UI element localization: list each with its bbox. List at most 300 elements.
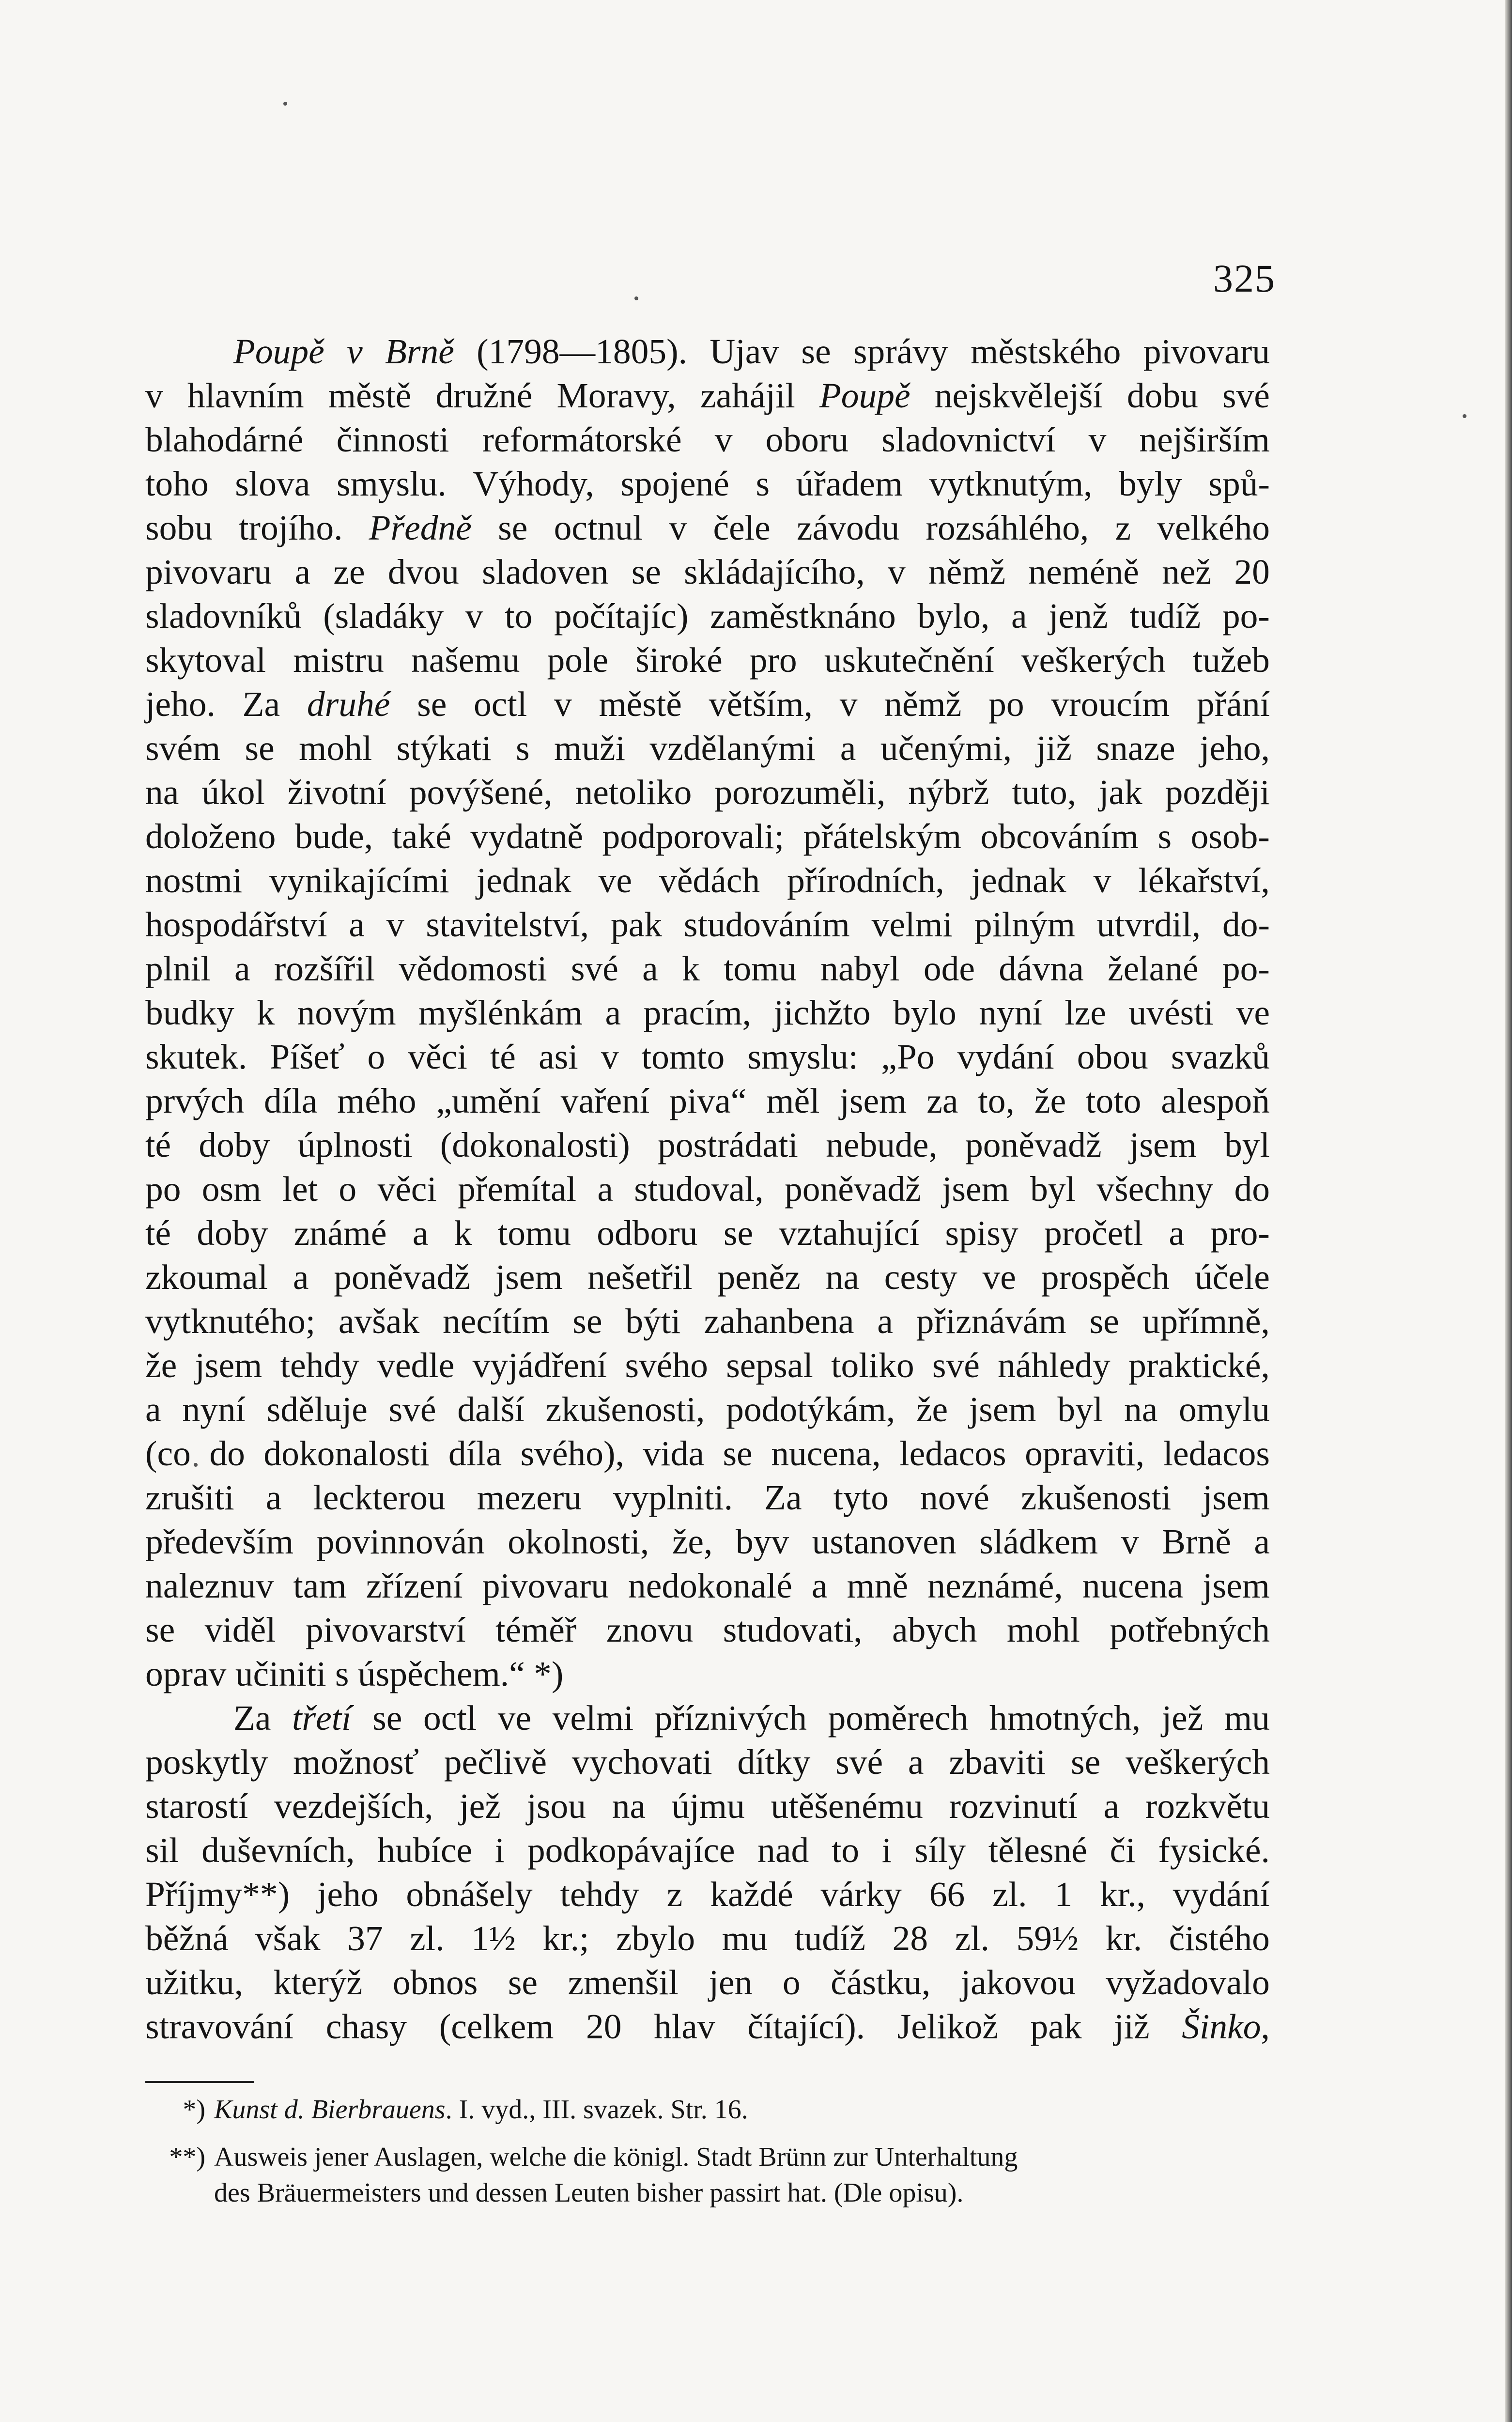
word: zkoumal — [145, 1258, 268, 1297]
word: nostmi — [145, 861, 243, 900]
word: zaměstknáno — [710, 596, 896, 636]
word: plnil — [145, 949, 211, 988]
word: a — [1169, 1213, 1185, 1253]
word: doby — [199, 1125, 270, 1164]
word: smyslu. — [337, 464, 447, 503]
word: a — [642, 949, 658, 988]
word: dokonalosti — [263, 1434, 430, 1473]
word: rozšířil — [274, 949, 375, 988]
word: ledacos — [899, 1434, 1006, 1473]
word: znovu — [606, 1610, 694, 1649]
word: nešetřil — [587, 1258, 693, 1297]
word: městě — [599, 684, 682, 724]
word: doby — [197, 1213, 268, 1253]
word: své — [1222, 376, 1270, 415]
text-line — [145, 1564, 1270, 1608]
word: „Po — [881, 1037, 935, 1076]
word: stavitelství, — [426, 905, 589, 944]
word: byl — [1030, 1169, 1076, 1209]
word: opraviti, — [1025, 1434, 1145, 1473]
word: především — [145, 1522, 294, 1561]
text-line — [145, 1608, 1270, 1652]
word: díla — [264, 1081, 318, 1120]
word: jsem — [495, 1258, 563, 1297]
word: vydání — [957, 1037, 1054, 1076]
word: nedokonalé — [628, 1566, 792, 1605]
speck — [634, 296, 638, 300]
word: i — [494, 1831, 505, 1870]
word: síly — [914, 1831, 966, 1870]
word: a — [908, 1742, 924, 1782]
word: se — [498, 508, 528, 547]
page-number: 325 — [1213, 256, 1276, 300]
word: podkopávajíce — [527, 1831, 735, 1870]
word: možnosť — [293, 1742, 419, 1782]
word: fysické. — [1158, 1831, 1270, 1870]
text-line — [145, 1872, 1270, 1916]
word: svého), — [520, 1434, 624, 1473]
word: vychovati — [571, 1742, 712, 1782]
word: obou — [1077, 1037, 1148, 1076]
word: poněvadž — [334, 1258, 470, 1297]
text-line — [145, 2004, 1270, 2049]
word: v — [1121, 1522, 1139, 1561]
word: piva“ — [669, 1081, 747, 1120]
word: vztahující — [779, 1213, 920, 1253]
word: přiznávám — [916, 1302, 1066, 1341]
word: sladovníků — [145, 596, 302, 636]
word: díla — [448, 1434, 502, 1473]
word: octnul — [554, 508, 643, 547]
word: (co — [145, 1434, 191, 1473]
word: učenými, — [880, 729, 1012, 768]
word: přírodních, — [787, 861, 944, 900]
word: byv — [735, 1522, 789, 1561]
word: k — [681, 949, 700, 988]
word: novým — [297, 993, 396, 1032]
word: osm — [201, 1169, 262, 1209]
word: tehdy — [560, 1875, 639, 1914]
word: příznivých — [654, 1698, 807, 1738]
word: rozvinutí — [949, 1786, 1078, 1826]
word: v — [465, 596, 483, 636]
word: na — [145, 773, 179, 812]
word: té — [490, 1037, 516, 1076]
word: veškerých — [1126, 1742, 1270, 1782]
word: široké — [635, 640, 723, 680]
word: vida — [643, 1434, 704, 1473]
word: toho — [145, 464, 209, 503]
word: svazků — [1171, 1037, 1270, 1076]
word: ve — [598, 861, 632, 900]
footnote-line: Ausweis jener Auslagen, welche die königl. Stadt Brünn zur Unterhaltung — [214, 2142, 1018, 2172]
word: a — [877, 1302, 893, 1341]
word: sděluje — [266, 1390, 368, 1429]
word: (celkem — [439, 2007, 554, 2046]
word: 1½ — [471, 1919, 516, 1958]
word: vytknutého; — [145, 1302, 316, 1341]
text-line — [145, 418, 1270, 462]
word: zl. — [955, 1919, 989, 1958]
word: hlav — [654, 2007, 715, 2046]
word: velmi — [871, 905, 953, 944]
text-line — [145, 1740, 1270, 1784]
word: i — [881, 1831, 892, 1870]
word: slova — [235, 464, 310, 503]
word: duševních, — [201, 1831, 355, 1870]
speck — [283, 102, 287, 106]
word: jsou — [526, 1786, 586, 1826]
word: obcováním — [980, 817, 1139, 856]
word: vroucím — [1051, 684, 1170, 724]
word: Šinko, — [1182, 2007, 1270, 2046]
word: blahodárné — [145, 420, 304, 459]
word: se — [508, 1963, 538, 2002]
text-line — [145, 1652, 1270, 1696]
word: té — [145, 1213, 171, 1253]
word: potřebných — [1110, 1610, 1270, 1649]
word: však — [255, 1919, 321, 1958]
text-line — [145, 991, 1270, 1035]
word: pro- — [1210, 1213, 1270, 1253]
word: várky — [820, 1875, 902, 1914]
word: rozsáhlého, — [926, 508, 1089, 547]
word: chasy — [325, 2007, 407, 2046]
word: okolnosti, — [508, 1522, 649, 1561]
word: pivovaru — [145, 552, 272, 591]
word: třetí — [292, 1698, 352, 1738]
word: se — [145, 1610, 175, 1649]
word: a — [234, 949, 250, 988]
word: byly — [1119, 464, 1182, 503]
word: nyní — [979, 993, 1042, 1032]
word: kr. — [1105, 1919, 1142, 1958]
footnote-mark: **) — [169, 2142, 205, 2172]
word: 20 — [1234, 552, 1270, 591]
word: velkého — [1157, 508, 1270, 547]
footnotes — [145, 2092, 1270, 2211]
word: Předně — [369, 508, 472, 547]
word: tuto, — [1012, 773, 1077, 812]
word: 59½ — [1016, 1919, 1079, 1958]
word: osob- — [1190, 817, 1270, 856]
word: jeho — [317, 1875, 379, 1914]
text-line — [145, 373, 1270, 418]
word: se — [372, 1698, 402, 1738]
word: jak — [1099, 773, 1142, 812]
word: tudíž — [794, 1919, 866, 1958]
word: jichžto — [773, 993, 871, 1032]
word: snaze — [1096, 729, 1175, 768]
speck — [1463, 414, 1466, 418]
word: po- — [1222, 596, 1270, 636]
word: tomto — [641, 1037, 725, 1076]
word: uskutečnění — [824, 640, 994, 680]
word: čítající). — [747, 2007, 865, 2046]
word: jednak — [476, 861, 571, 900]
word: stýkati — [396, 729, 492, 768]
word: v — [669, 508, 687, 547]
word: že — [916, 1390, 948, 1429]
word: svém — [145, 729, 221, 768]
word: čistého — [1169, 1919, 1270, 1958]
word: Za — [233, 1698, 271, 1738]
word: městě — [328, 376, 412, 415]
word: zbylo — [616, 1919, 695, 1958]
word: mohl — [1006, 1610, 1080, 1649]
word: Poupě — [233, 332, 324, 371]
word: 1 — [1054, 1875, 1073, 1914]
word: své — [835, 1742, 883, 1782]
word: byl — [1057, 1390, 1103, 1429]
word: pilným — [974, 905, 1076, 944]
word: to — [831, 1831, 860, 1870]
text-line — [145, 770, 1270, 814]
word: to, — [978, 1081, 1015, 1120]
text-line — [145, 1784, 1270, 1828]
word: rozkvětu — [1145, 1786, 1270, 1826]
text-line — [145, 858, 1270, 902]
word: 37 — [347, 1919, 383, 1958]
word: všechny — [1096, 1169, 1214, 1209]
word: starostí — [145, 1786, 248, 1826]
word: z — [666, 1875, 683, 1914]
word: a — [1254, 1522, 1270, 1561]
word: se — [723, 1434, 753, 1473]
word: o — [339, 1169, 357, 1209]
word: leckterou — [313, 1478, 446, 1517]
word: po — [988, 684, 1024, 724]
word: nýbrž — [908, 773, 989, 812]
word: v — [1088, 420, 1107, 459]
word: neméně — [1028, 552, 1139, 591]
word: sladovnictví — [881, 420, 1056, 459]
word: nejširším — [1139, 420, 1270, 459]
word: na — [1124, 1390, 1158, 1429]
word: spojené — [620, 464, 729, 503]
word: toliko — [831, 1346, 914, 1385]
word: obnos — [392, 1963, 478, 2002]
word: vezdejších, — [274, 1786, 433, 1826]
word: v — [554, 684, 572, 724]
word: to — [505, 596, 533, 636]
word: činnosti — [336, 420, 449, 459]
word: vydání — [1173, 1875, 1270, 1914]
word: té — [145, 1125, 171, 1164]
word: a — [265, 1478, 282, 1517]
word: podotýkám, — [726, 1390, 895, 1429]
word: že, — [672, 1522, 713, 1561]
word: přátelským — [803, 817, 962, 856]
word: 66 — [929, 1875, 965, 1914]
word: náhledy — [998, 1346, 1111, 1385]
word: asi — [539, 1037, 578, 1076]
word: a — [1011, 596, 1027, 636]
word: pivovaru — [482, 1566, 609, 1605]
word: tudíž — [1129, 596, 1201, 636]
word: němž — [928, 552, 1006, 591]
word: pak — [610, 905, 663, 944]
word: se — [1071, 1742, 1101, 1782]
word: trojího. — [239, 508, 343, 547]
word: zrušiti — [145, 1478, 234, 1517]
word: již — [1036, 729, 1072, 768]
word: ledacos — [1163, 1434, 1270, 1473]
word: tam — [293, 1566, 347, 1605]
word: pole — [547, 640, 609, 680]
word: pracím, — [643, 993, 752, 1032]
word: Brně — [1161, 1522, 1231, 1561]
text-line — [145, 506, 1270, 550]
text-line — [145, 1828, 1270, 1872]
word: také — [392, 817, 451, 856]
word: porozuměli, — [714, 773, 886, 812]
word: vynikajícími — [269, 861, 449, 900]
word: zahájil — [700, 376, 795, 415]
word: ve — [497, 1698, 532, 1738]
text-line — [145, 947, 1270, 991]
word: měl — [766, 1081, 820, 1120]
text-line — [145, 1035, 1270, 1079]
word: Brně — [385, 332, 454, 371]
word: 28 — [892, 1919, 928, 1958]
word: Moravy, — [556, 376, 676, 415]
word: tužeb — [1192, 640, 1270, 680]
word: a — [294, 552, 311, 591]
text-line — [145, 1387, 1270, 1431]
word: vyjádření — [472, 1346, 607, 1385]
text-line — [145, 594, 1270, 638]
word: netoliko — [575, 773, 692, 812]
word: přemítal — [458, 1169, 577, 1209]
word: Ujav — [710, 332, 779, 371]
word: mistru — [293, 640, 384, 680]
word: reformátorské — [482, 420, 682, 459]
word: vyplniti. — [613, 1478, 733, 1517]
word: na — [825, 1258, 859, 1297]
word: toto — [1086, 1081, 1142, 1120]
word: nucena, — [771, 1434, 881, 1473]
word: uvésti — [1128, 993, 1214, 1032]
text-line — [145, 1696, 1270, 1740]
word: spů- — [1208, 464, 1270, 503]
word: Za — [242, 684, 280, 724]
word: jež — [1161, 1698, 1203, 1738]
word: zl. — [410, 1919, 445, 1958]
word: tomu — [723, 949, 797, 988]
text-line — [145, 1167, 1270, 1211]
word: mého — [337, 1081, 417, 1120]
word: pro — [749, 640, 797, 680]
word: (dokonalosti) — [440, 1125, 630, 1164]
word: vydatně — [470, 817, 584, 856]
word: ze — [333, 552, 365, 591]
word: kterýž — [273, 1963, 363, 2002]
word: sepsal — [726, 1346, 813, 1385]
word: Výhody, — [473, 464, 594, 503]
word: úkol — [201, 773, 265, 812]
word: úplnosti — [297, 1125, 413, 1164]
word: vytknutým, — [929, 464, 1093, 503]
word: správy — [853, 332, 948, 371]
word: ve — [1236, 993, 1270, 1032]
text-line — [145, 1431, 1270, 1475]
word: vedle — [377, 1346, 455, 1385]
text-line — [145, 1079, 1270, 1123]
word: než — [1162, 552, 1212, 591]
word: doloženo — [145, 817, 276, 856]
word: již — [1114, 2007, 1150, 2046]
word: cesty — [884, 1258, 957, 1297]
word: jeho. — [145, 684, 216, 724]
word: pečlivě — [444, 1742, 547, 1782]
word: své — [932, 1346, 980, 1385]
word: našemu — [411, 640, 520, 680]
word: ustanoven — [812, 1522, 957, 1561]
word: neznámé, — [927, 1566, 1063, 1605]
word: 20 — [586, 2007, 622, 2046]
word: jakovou — [960, 1963, 1076, 2002]
word: naleznuv — [145, 1566, 274, 1605]
text-line — [145, 1299, 1270, 1343]
word: na — [612, 1786, 646, 1826]
word: družné — [435, 376, 533, 415]
word: dobu — [1126, 376, 1198, 415]
word: vzdělanými — [649, 729, 816, 768]
word: a — [1103, 1786, 1120, 1826]
word: městského — [971, 332, 1121, 371]
footnote — [145, 2139, 1270, 2211]
word: smyslu: — [747, 1037, 859, 1076]
footnote-rule — [145, 2081, 254, 2083]
word: své — [571, 949, 618, 988]
word: zkušenosti — [1020, 1478, 1172, 1517]
word: nad — [757, 1831, 809, 1870]
word: zkušenosti, — [545, 1390, 705, 1429]
word: omylu — [1179, 1390, 1270, 1429]
text-line — [145, 814, 1270, 858]
word: se — [631, 552, 661, 591]
word: počítajíc) — [554, 596, 689, 636]
word: upřímně, — [1142, 1302, 1270, 1341]
word: a — [145, 1390, 161, 1429]
word: po — [145, 1169, 181, 1209]
word: mezeru — [477, 1478, 582, 1517]
word: vědách — [659, 861, 760, 900]
word: a — [597, 1169, 613, 1209]
word: v — [1093, 861, 1111, 900]
word: v — [601, 1037, 619, 1076]
word: zl. — [992, 1875, 1027, 1914]
word: jsem — [969, 1390, 1036, 1429]
word: skládajícího, — [684, 552, 865, 591]
word: jsem — [1203, 1566, 1270, 1605]
word: nyní — [182, 1390, 246, 1429]
word: s — [516, 729, 530, 768]
word: mu — [1224, 1698, 1270, 1738]
word: své — [388, 1390, 436, 1429]
word: mně — [847, 1566, 909, 1605]
word: hospodářství — [145, 905, 327, 944]
word: v — [386, 905, 404, 944]
word: praktické, — [1128, 1346, 1270, 1385]
word: užitku, — [145, 1963, 244, 2002]
word: se — [417, 684, 447, 724]
word: lze — [1065, 993, 1107, 1032]
word: byl — [1224, 1125, 1270, 1164]
word: a — [412, 1213, 429, 1253]
body-text — [145, 329, 1270, 2049]
